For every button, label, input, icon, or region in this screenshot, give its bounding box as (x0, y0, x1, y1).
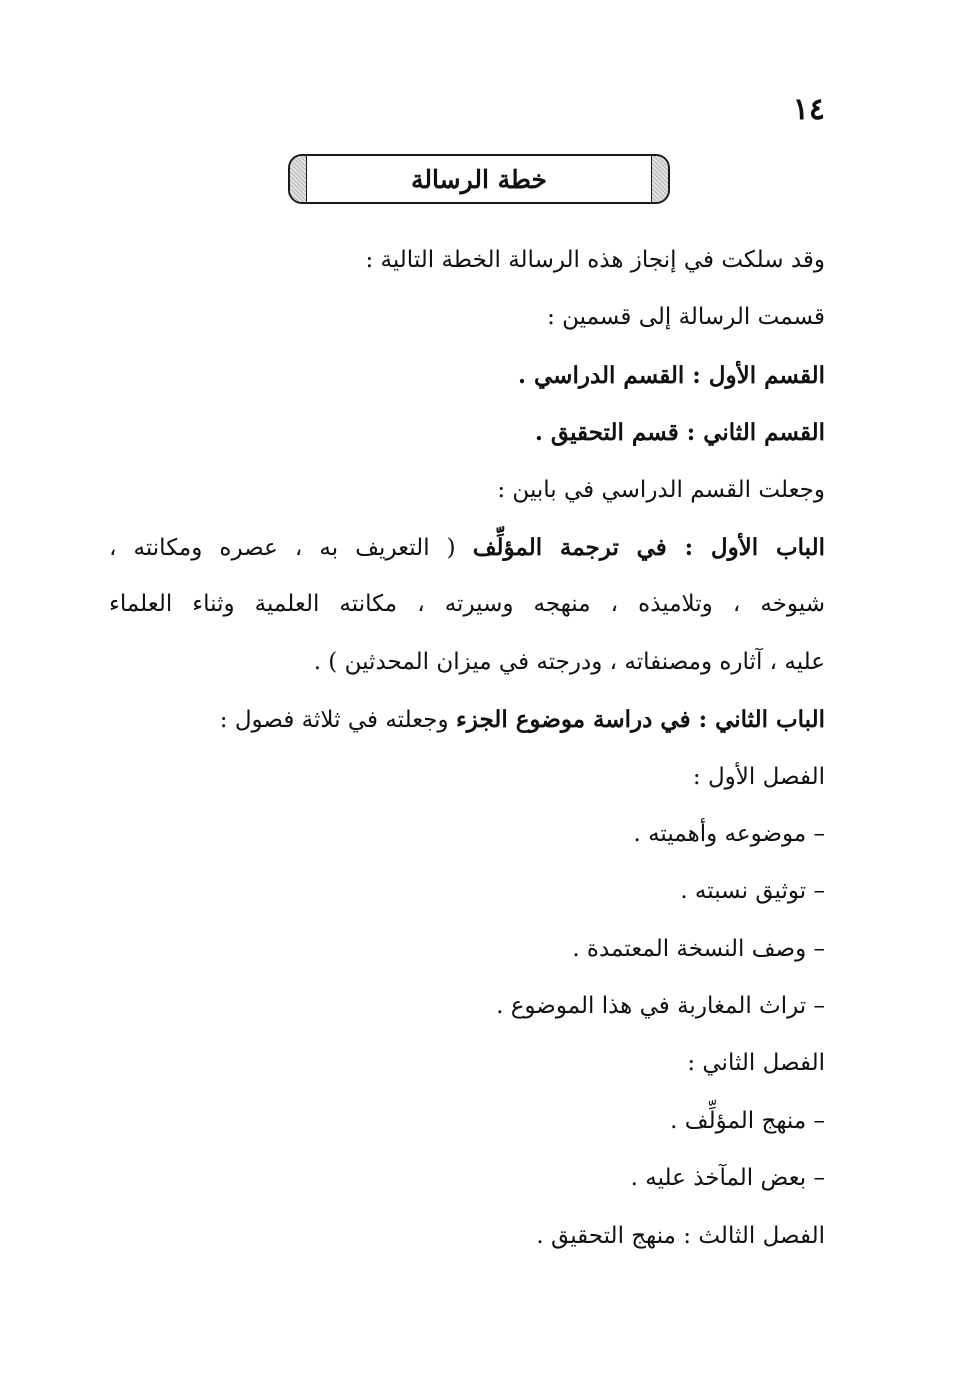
part-two-line: القسم الثاني : قسم التحقيق . (534, 419, 825, 447)
chapter-one-heading: الباب الأول : في ترجمة المؤلِّف (472, 533, 825, 561)
chapter-one-line (109, 519, 825, 576)
frame-shade-right (651, 156, 668, 202)
list-item: – بعض المآخذ عليه . (630, 1165, 825, 1192)
list-item: – توثيق نسبته . (680, 878, 825, 905)
section-title: خطة الرسالة (411, 164, 548, 194)
chapter-one-description: ( التعريف به ، عصره ومكانته ، (109, 534, 473, 561)
page-number: ١٤ (792, 92, 825, 127)
study-chapters-line: وجعلت القسم الدراسي في بابين : (497, 476, 825, 503)
intro-line: وقد سلكت في إنجاز هذه الرسالة الخطة التالية : (365, 247, 825, 273)
list-item: – موضوعه وأهميته . (633, 820, 825, 847)
chapter-two-heading: الباب الثاني : في دراسة موضوع الجزء (455, 706, 825, 734)
part-one-line: القسم الأول : القسم الدراسي . (518, 361, 825, 389)
list-item: – تراث المغاربة في هذا الموضوع . (496, 993, 825, 1020)
section-three-line: الفصل الثالث : منهج التحقيق . (536, 1222, 825, 1249)
list-item: – وصف النسخة المعتمدة . (572, 935, 825, 962)
section-title-frame (288, 154, 670, 204)
chapter-one-end: عليه ، آثاره ومصنفاته ، ودرجته في ميزان المحدثين ) . (313, 648, 825, 675)
chapter-one-continuation: شيوخه ، وتلاميذه ، منهجه وسيرته ، مكانته العلمية وثناء العلماء (109, 591, 826, 618)
section-two-heading: الفصل الثاني : (687, 1050, 825, 1077)
chapter-two-line (109, 691, 825, 748)
list-item: – منهج المؤلِّف . (670, 1107, 825, 1134)
chapter-two-description: وجعلته في ثلاثة فصول : (219, 707, 456, 734)
section-one-heading: الفصل الأول : (692, 763, 825, 790)
division-line: قسمت الرسالة إلى قسمين : (547, 304, 825, 331)
frame-shade-left (290, 156, 307, 202)
body-text (109, 232, 825, 1265)
